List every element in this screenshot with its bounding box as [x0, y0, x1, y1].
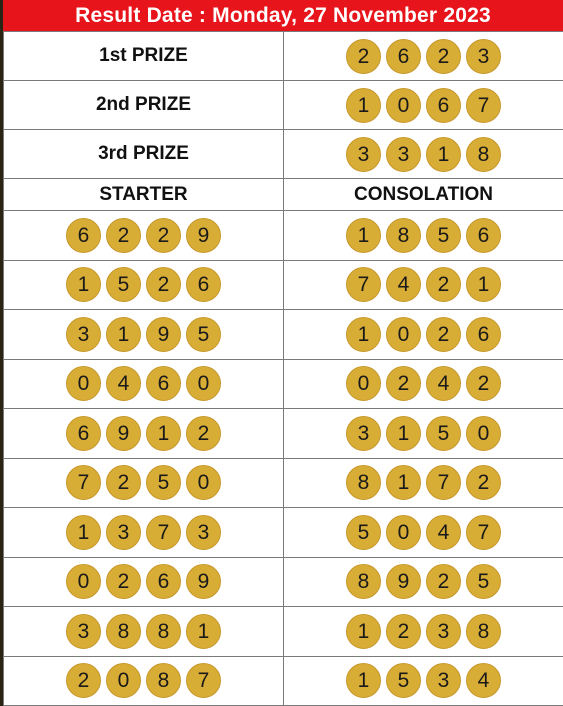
digit-ball: 0 [386, 317, 421, 352]
digit-ball: 5 [386, 663, 421, 698]
digit-ball: 6 [66, 416, 101, 451]
starter-number [4, 458, 284, 508]
digit-ball: 2 [106, 218, 141, 253]
digit-ball: 8 [346, 564, 381, 599]
digit-ball: 7 [66, 465, 101, 500]
digit-ball: 0 [386, 515, 421, 550]
digit-ball: 0 [106, 663, 141, 698]
digit-ball: 4 [426, 515, 461, 550]
prize-row-1st [4, 32, 563, 81]
consolation-number [284, 211, 563, 261]
results-table [3, 31, 563, 706]
digit-ball: 2 [426, 564, 461, 599]
digit-ball: 2 [106, 465, 141, 500]
digit-ball: 3 [346, 137, 381, 172]
digit-ball: 6 [426, 88, 461, 123]
digit-ball: 5 [426, 416, 461, 451]
number-row [4, 557, 563, 607]
digit-ball: 1 [346, 88, 381, 123]
consolation-number [284, 508, 563, 558]
digit-ball: 3 [426, 614, 461, 649]
digit-ball: 6 [146, 564, 181, 599]
prize-number [284, 81, 563, 130]
digit-ball: 0 [466, 416, 501, 451]
digit-ball: 3 [466, 39, 501, 74]
number-row [4, 607, 563, 657]
starter-heading: STARTER [4, 179, 284, 211]
digit-ball: 2 [426, 267, 461, 302]
number-row [4, 310, 563, 360]
digit-ball: 5 [146, 465, 181, 500]
digit-ball: 2 [66, 663, 101, 698]
digit-ball: 2 [346, 39, 381, 74]
consolation-heading: CONSOLATION [284, 179, 563, 211]
digit-ball: 8 [386, 218, 421, 253]
digit-ball: 8 [466, 137, 501, 172]
digit-ball: 8 [346, 465, 381, 500]
digit-ball: 1 [186, 614, 221, 649]
digit-ball: 0 [346, 366, 381, 401]
digit-ball: 6 [386, 39, 421, 74]
starter-number [4, 211, 284, 261]
digit-ball: 1 [346, 317, 381, 352]
starter-number [4, 409, 284, 459]
digit-ball: 9 [106, 416, 141, 451]
digit-ball: 0 [66, 564, 101, 599]
prize-label: 2nd PRIZE [4, 81, 284, 130]
digit-ball: 8 [146, 614, 181, 649]
digit-ball: 2 [426, 39, 461, 74]
digit-ball: 3 [186, 515, 221, 550]
digit-ball: 8 [466, 614, 501, 649]
digit-ball: 3 [386, 137, 421, 172]
prize-number [284, 32, 563, 81]
digit-ball: 7 [186, 663, 221, 698]
section-header-row [4, 179, 563, 211]
digit-ball: 5 [346, 515, 381, 550]
consolation-number [284, 458, 563, 508]
digit-ball: 3 [66, 614, 101, 649]
starter-number [4, 359, 284, 409]
number-row [4, 508, 563, 558]
digit-ball: 3 [426, 663, 461, 698]
consolation-number [284, 359, 563, 409]
digit-ball: 4 [426, 366, 461, 401]
starter-number [4, 607, 284, 657]
consolation-number [284, 607, 563, 657]
starter-number [4, 260, 284, 310]
digit-ball: 5 [466, 564, 501, 599]
digit-ball: 2 [106, 564, 141, 599]
digit-ball: 1 [66, 515, 101, 550]
consolation-number [284, 260, 563, 310]
digit-ball: 5 [426, 218, 461, 253]
starter-number [4, 310, 284, 360]
digit-ball: 8 [106, 614, 141, 649]
consolation-number [284, 557, 563, 607]
digit-ball: 6 [66, 218, 101, 253]
digit-ball: 3 [106, 515, 141, 550]
digit-ball: 1 [146, 416, 181, 451]
digit-ball: 6 [466, 317, 501, 352]
digit-ball: 2 [426, 317, 461, 352]
digit-ball: 1 [346, 614, 381, 649]
digit-ball: 7 [426, 465, 461, 500]
digit-ball: 2 [386, 366, 421, 401]
digit-ball: 2 [466, 366, 501, 401]
digit-ball: 7 [346, 267, 381, 302]
digit-ball: 1 [106, 317, 141, 352]
digit-ball: 5 [106, 267, 141, 302]
digit-ball: 4 [466, 663, 501, 698]
digit-ball: 5 [186, 317, 221, 352]
digit-ball: 1 [426, 137, 461, 172]
digit-ball: 6 [466, 218, 501, 253]
digit-ball: 2 [386, 614, 421, 649]
digit-ball: 0 [186, 366, 221, 401]
digit-ball: 0 [386, 88, 421, 123]
digit-ball: 4 [386, 267, 421, 302]
digit-ball: 9 [146, 317, 181, 352]
digit-ball: 2 [466, 465, 501, 500]
digit-ball: 4 [106, 366, 141, 401]
digit-ball: 1 [346, 218, 381, 253]
prize-row-3rd [4, 130, 563, 179]
number-row [4, 409, 563, 459]
digit-ball: 1 [466, 267, 501, 302]
digit-ball: 9 [186, 564, 221, 599]
consolation-number [284, 409, 563, 459]
digit-ball: 0 [66, 366, 101, 401]
digit-ball: 9 [186, 218, 221, 253]
digit-ball: 8 [146, 663, 181, 698]
digit-ball: 9 [386, 564, 421, 599]
result-date-header: Result Date : Monday, 27 November 2023 [3, 0, 563, 31]
digit-ball: 1 [346, 663, 381, 698]
digit-ball: 2 [186, 416, 221, 451]
prize-label: 1st PRIZE [4, 32, 284, 81]
digit-ball: 7 [466, 88, 501, 123]
number-row [4, 260, 563, 310]
number-row [4, 458, 563, 508]
starter-number [4, 557, 284, 607]
digit-ball: 2 [146, 218, 181, 253]
starter-number [4, 656, 284, 706]
starter-number [4, 508, 284, 558]
digit-ball: 6 [146, 366, 181, 401]
digit-ball: 7 [466, 515, 501, 550]
prize-label: 3rd PRIZE [4, 130, 284, 179]
digit-ball: 1 [386, 465, 421, 500]
number-row [4, 656, 563, 706]
digit-ball: 1 [386, 416, 421, 451]
number-row [4, 211, 563, 261]
number-row [4, 359, 563, 409]
digit-ball: 3 [346, 416, 381, 451]
prize-row-2nd [4, 81, 563, 130]
digit-ball: 3 [66, 317, 101, 352]
digit-ball: 2 [146, 267, 181, 302]
digit-ball: 7 [146, 515, 181, 550]
digit-ball: 1 [66, 267, 101, 302]
prize-number [284, 130, 563, 179]
consolation-number [284, 656, 563, 706]
digit-ball: 6 [186, 267, 221, 302]
digit-ball: 0 [186, 465, 221, 500]
consolation-number [284, 310, 563, 360]
